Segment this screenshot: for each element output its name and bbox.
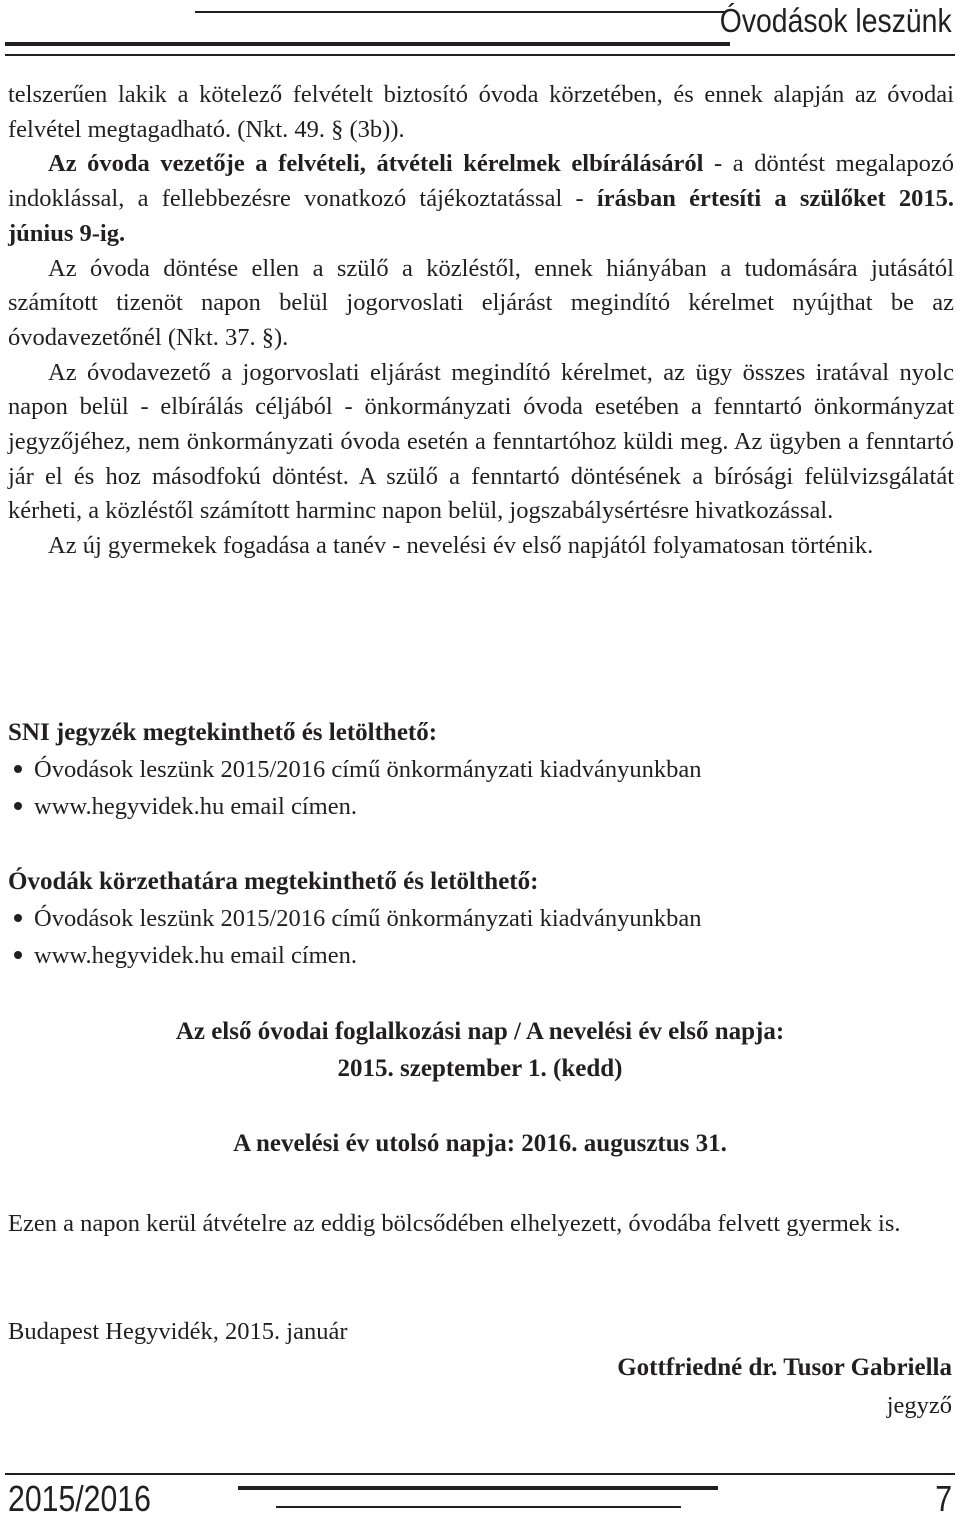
- sni-list-item: Óvodások leszünk 2015/2016 című önkormányzati kiadványunkban: [8, 756, 702, 784]
- footer-rule-thick: [238, 1486, 718, 1490]
- transfer-paragraph: Ezen a napon kerül átvételre az eddig bölcsődében elhelyezett, óvodába felvett gyermek is.: [8, 1210, 901, 1237]
- first-day-line-1: Az első óvodai foglalkozási nap / A nevelési év első napja:: [175, 1018, 785, 1045]
- district-heading: Óvodák körzethatára megtekinthető és letölthető:: [8, 868, 539, 895]
- paragraph-2-bold-end: írásban értesíti a szülőket 2015. június 9-ig.: [8, 185, 954, 247]
- paragraph-3: Az óvoda döntése ellen a szülő a közléstől, ennek hiányában a tudomására jutásától számított tizenöt napon belül jogorvoslati eljárást megindító kérelmet nyújthat be az óvodavezetőnél (Nkt. 37. §).: [8, 254, 954, 351]
- paragraph-2-middle: - a döntést megalapozó indoklással, a fellebbezésre vonatkozó tájékoztatással -: [8, 150, 954, 213]
- header-rule-thick: [5, 42, 730, 46]
- place-date: Budapest Hegyvidék, 2015. január: [8, 1318, 348, 1345]
- signer-name: Gottfriedné dr. Tusor Gabriella: [617, 1354, 952, 1381]
- footer-rule-thin: [276, 1506, 681, 1508]
- body-text: [8, 78, 954, 564]
- bullet-icon: [14, 765, 22, 773]
- paragraph-4: Az óvodavezető a jogorvoslati eljárást megindító kérelmet, az ügy összes iratával nyolc napon belül - elbírálás céljából - önkormányzati óvoda esetében a fenntartó önkormányzat jegyzőjéhez, nem önkormányzati óvoda esetén a fenntartóhoz küldi meg. Az ügyben a fenntartó jár el és hoz másodfokú döntést. A szülő a fenntartó döntésének a bírósági felülvizsgálatát kérheti, a közléstől számított harminc napon belül, jogszabálysértésre hivatkozással.: [8, 358, 954, 525]
- header-rule-top: [195, 11, 725, 13]
- header-title: Óvodások leszünk: [720, 2, 952, 39]
- footer-year: 2015/2016: [8, 1478, 151, 1519]
- sni-heading: SNI jegyzék megtekinthető és letölthető:: [8, 719, 438, 746]
- bullet-icon: [14, 802, 22, 810]
- paragraph-2-bold-lead: Az óvoda vezetője a felvételi, átvételi kérelmek elbírálásáról: [48, 150, 704, 178]
- sni-list-item: www.hegyvidek.hu email címen.: [8, 793, 357, 821]
- paragraph-5: Az új gyermekek fogadása a tanév - nevelési év első napjától folyamatosan történik.: [48, 532, 874, 560]
- district-list-item: www.hegyvidek.hu email címen.: [8, 942, 357, 970]
- page-number: 7: [935, 1478, 952, 1519]
- signer-role: jegyző: [886, 1392, 952, 1419]
- paragraph-2: [8, 147, 954, 251]
- last-day-line: A nevelési év utolsó napja: 2016. augusztus 31.: [233, 1130, 727, 1157]
- district-list-item: Óvodások leszünk 2015/2016 című önkormányzati kiadványunkban: [8, 905, 702, 933]
- first-day-line-2: 2015. szeptember 1. (kedd): [337, 1055, 623, 1082]
- footer-rule-full: [5, 1473, 955, 1475]
- bullet-icon: [14, 951, 22, 959]
- header-rule-full: [5, 54, 955, 56]
- bullet-icon: [14, 914, 22, 922]
- paragraph-1: telszerűen lakik a kötelező felvételt biztosító óvoda körzetében, és ennek alapján az óvodai felvétel megtagadható. (Nkt. 49. § (3b)).: [8, 81, 954, 143]
